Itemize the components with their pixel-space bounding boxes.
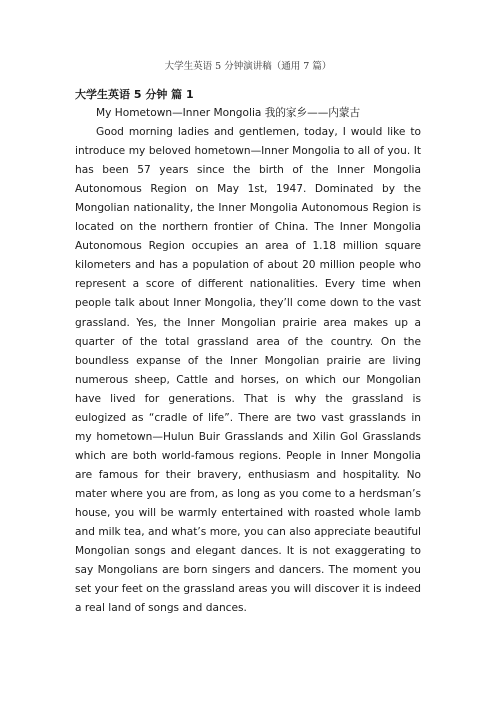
section-title: 大学生英语 5 分钟 篇 1 [75, 88, 194, 101]
speech-title: My Hometown—Inner Mongolia 我的家乡——内蒙古 [96, 107, 361, 119]
body-paragraph: Good morning ladies and gentlemen, today, I would like to introduce my beloved hometown—Inner Mongolia to all of you. It has been 57 years since the birth of the Inner Mongolia Autonomous Region on May 1st, 1947. Dominated by the Mongolian nationality, the Inner Mongolia Autonomous Region is located on the northern frontier of China. The Inner Mongolia Autonomous Region occupies an area of 1.18 million square kilometers and has a population of about 20 million people who represent a score of different nationalities. Every time when people talk about Inner Mongolia, they’ll come down to the vast grassland. Yes, the Inner Mongolian prairie area makes up a quarter of the total grassland area of the country. On the boundless expanse of the Inner Mongolian prairie are living numerous sheep, Cattle and horses, on which our Mongolian have lived for generations. That is why the grassland is eulogized as “cradle of life”. There are two vast grasslands in my hometown—Hulun Buir Grasslands and Xilin Gol Grasslands which are both world-famous regions. People in Inner Mongolia are famous for their bravery, enthusiasm and hospitality. No mater where you are from, as long as you come to a herdsman’s house, you will be warmly entertained with roasted whole lamb and milk tea, and what’s more, you can also appreciate beautiful Mongolian songs and elegant dances. It is not exaggerating to say Mongolians are born singers and dancers. The moment you set your feet on the grassland areas you will discover it is indeed a real land of songs and dances. [75, 126, 421, 615]
page-header: 大学生英语 5 分钟演讲稿（通用 7 篇） [164, 61, 332, 72]
document-content [75, 85, 421, 618]
